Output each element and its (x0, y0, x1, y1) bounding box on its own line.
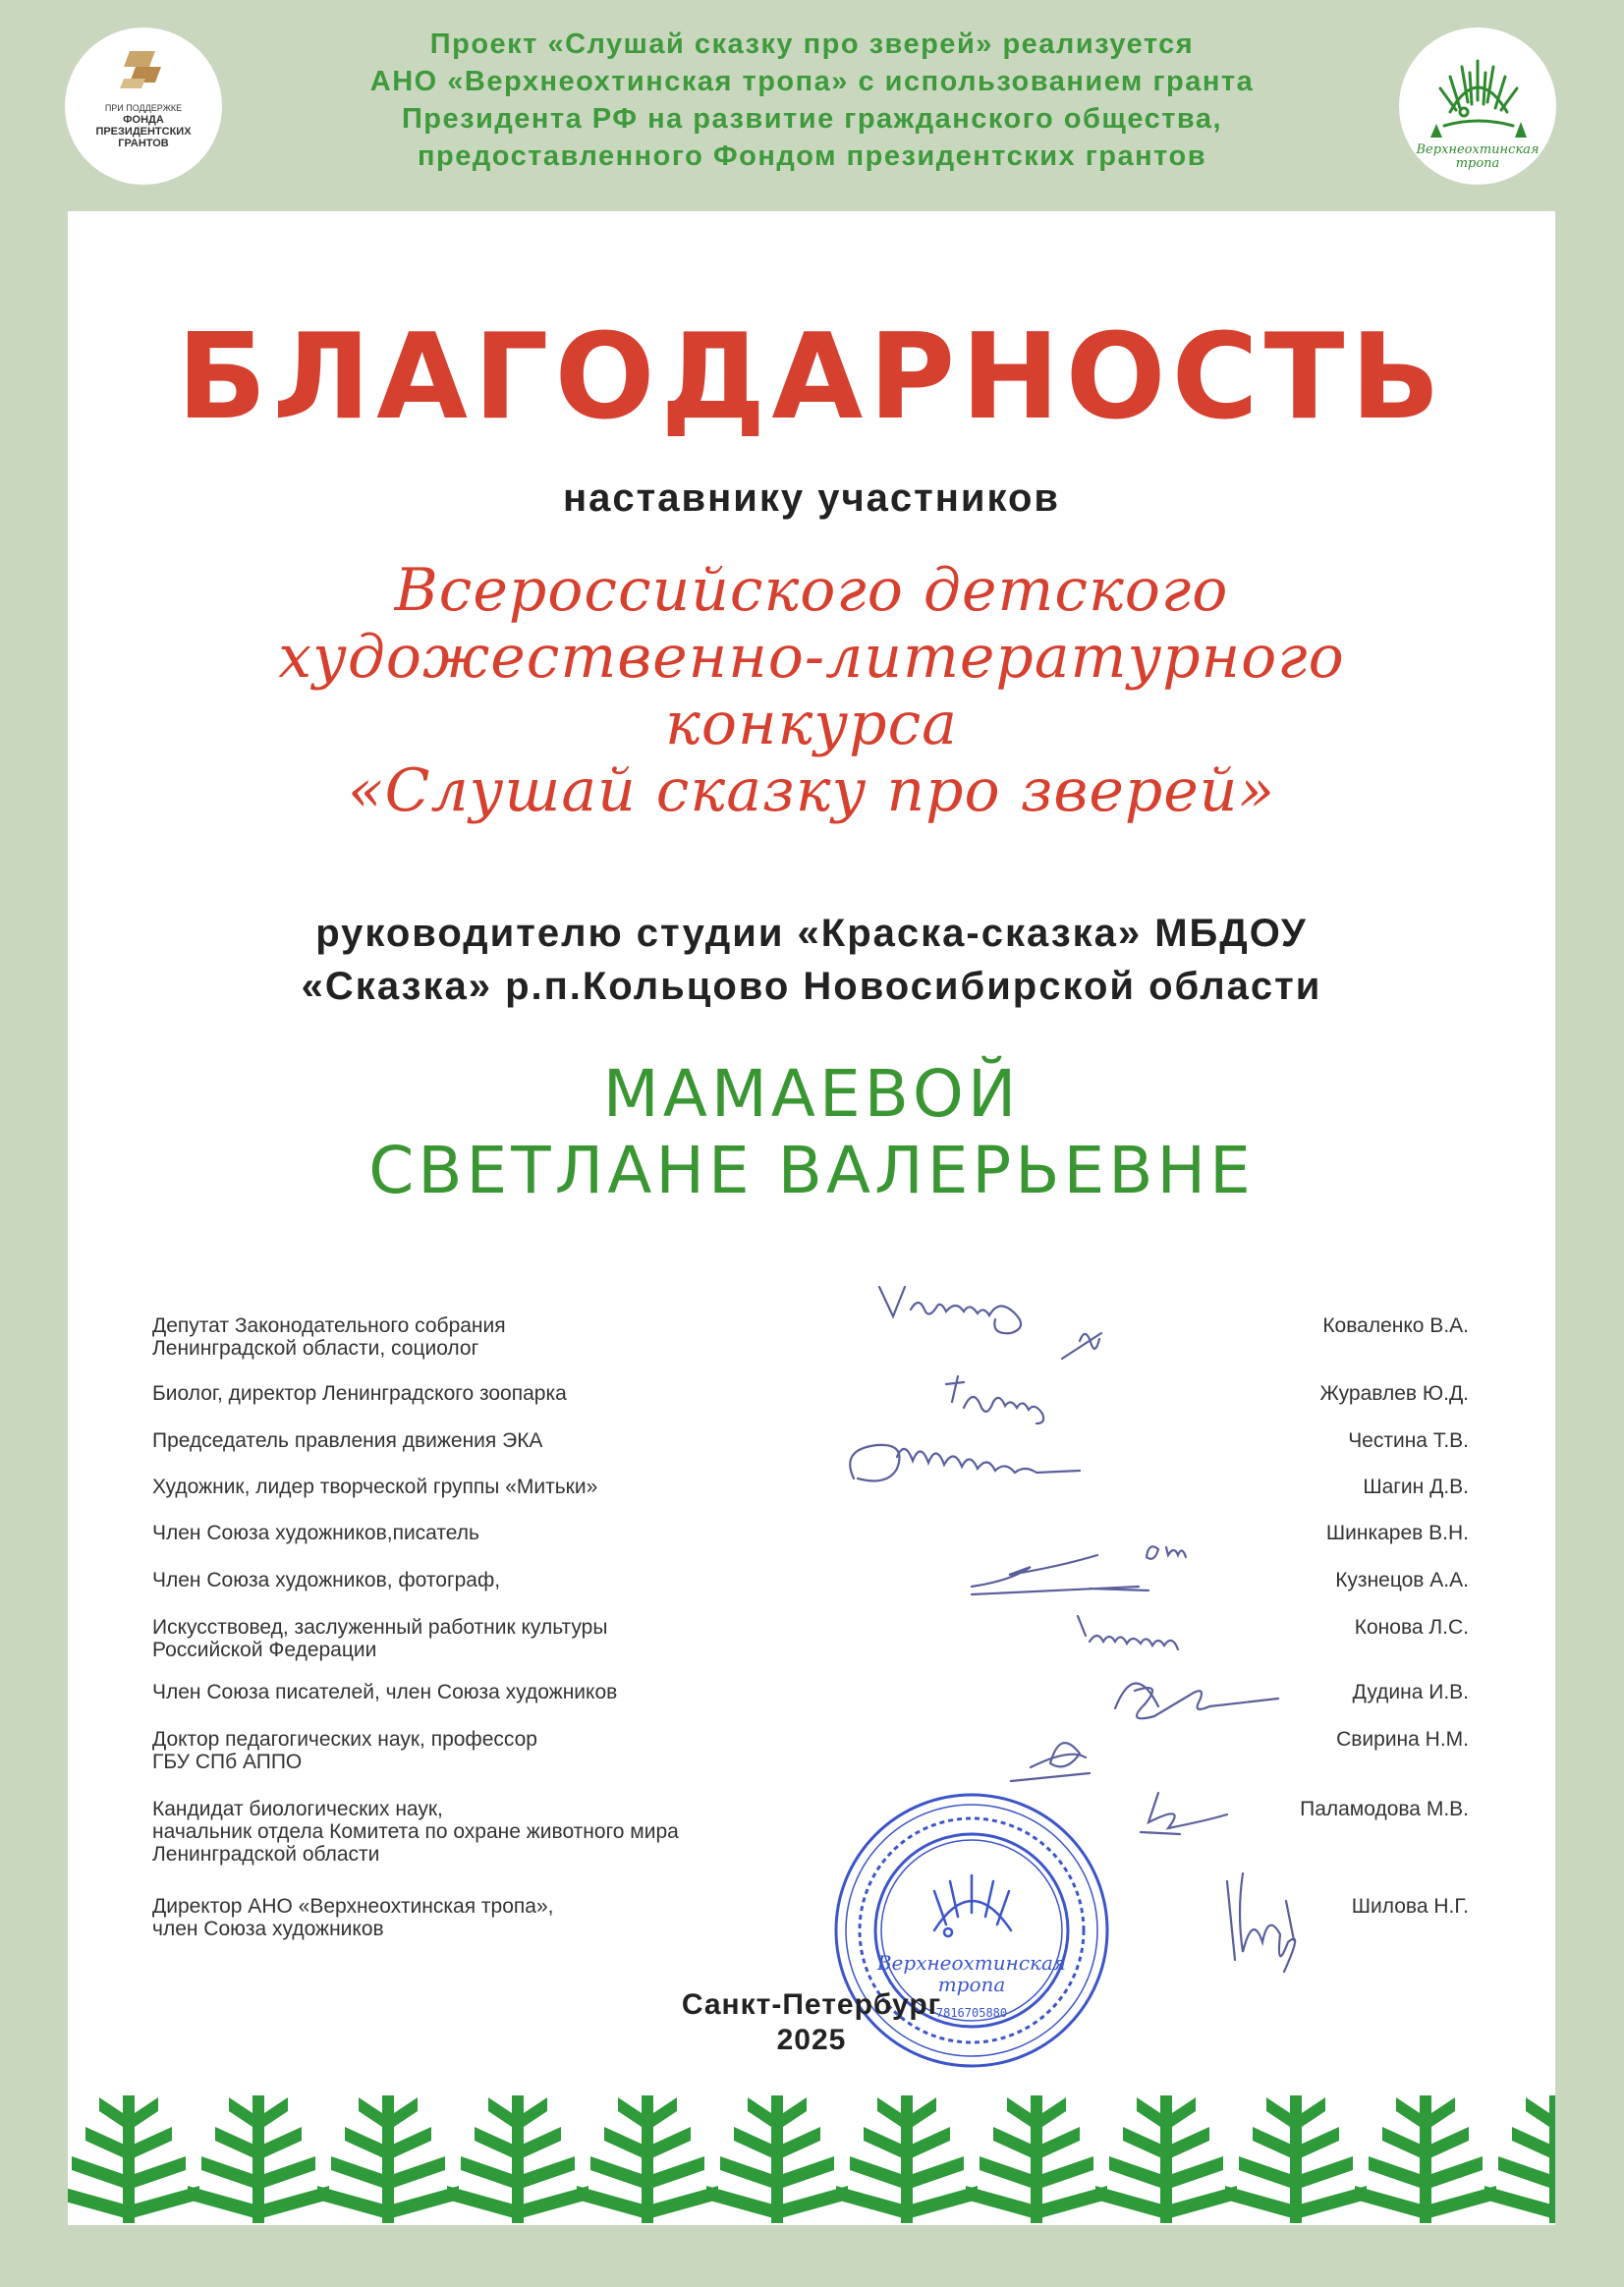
signatory-name: Свирина Н.М. (1336, 1728, 1469, 1751)
forest-border-decoration (68, 2086, 1555, 2225)
fir-tree-icon (966, 2095, 1107, 2223)
fir-tree-icon (1355, 2095, 1496, 2223)
signatory-role: Кандидат биологических наук, начальник отдела Комитета по охране животного мира Ленинградской области (152, 1798, 679, 1866)
signatory-role: Член Союза художников,писатель (152, 1522, 479, 1544)
signatory-role: Член Союза художников, фотограф, (152, 1569, 501, 1591)
fund-logo-caption: ПРИ ПОДДЕРЖКЕ ФОНДА ПРЕЗИДЕНТСКИХ ГРАНТОВ (95, 103, 192, 149)
signatory-role: Художник, лидер творческой группы «Митьки» (152, 1476, 598, 1498)
signatory-role: Член Союза писателей, член Союза художников (152, 1681, 618, 1703)
city: Санкт-Петербург (681, 1988, 942, 2021)
fir-tree-icon (317, 2095, 459, 2223)
fund-logo (65, 28, 222, 185)
signatory-name: Шинкарев В.Н. (1325, 1522, 1469, 1544)
stamp-text-2: тропа (937, 1973, 1006, 1996)
signatory-role: Председатель правления движения ЭКА (152, 1429, 543, 1452)
recipient-name: МАМАЕВОЙ СВЕТЛАНЕ ВАЛЕРЬЕВНЕ (368, 1056, 1255, 1208)
signatory-name: Честина Т.В. (1348, 1429, 1469, 1452)
signatory-name: Журавлев Ю.Д. (1319, 1382, 1469, 1405)
signatory-name: Коваленко В.А. (1322, 1314, 1469, 1337)
signatory-role: Доктор педагогических наук, профессор ГБУ СПб АППО (152, 1728, 537, 1773)
fir-tree-icon (188, 2095, 329, 2223)
signatory-name: Паламодова М.В. (1300, 1798, 1469, 1820)
fir-tree-icon (836, 2095, 978, 2223)
header-project-notice: Проект «Слушай сказку про зверей» реализуется АНО «Верхнеохтинская тропа» с использованием гранта Президента РФ на развитие гражданского общества, предоставленного Фондом президентских грантов (369, 28, 1255, 172)
issue-place-date (68, 1987, 1555, 2058)
signatory-role: Депутат Законодательного собрания Ленинградской области, социолог (152, 1314, 506, 1360)
fir-tree-icon (1484, 2095, 1555, 2223)
stamp-text-1: Верхнеохтинская (876, 1951, 1067, 1975)
fir-tree-icon (1095, 2095, 1237, 2223)
signatory-role: Искусствовед, заслуженный работник культуры Российской Федерации (152, 1616, 608, 1661)
fir-tree-icon (577, 2095, 718, 2223)
trail-logo-caption: Верхнеохтинская тропа (1416, 142, 1540, 171)
signatory-role: Биолог, директор Ленинградского зоопарка (152, 1382, 567, 1405)
year: 2025 (776, 2024, 847, 2056)
signatory-name: Шагин Д.В. (1363, 1476, 1469, 1498)
recipient-role: руководителю студии «Краска-сказка» МБДОУ «Сказка» р.п.Кольцово Новосибирской области (301, 912, 1322, 1008)
certificate-sheet (68, 211, 1555, 2225)
signatory-role: Директор АНО «Верхнеохтинская тропа», член Союза художников (152, 1895, 554, 1940)
presidential-grants-fund-icon (116, 49, 171, 98)
fir-tree-icon (706, 2095, 848, 2223)
fir-tree-icon (1225, 2095, 1367, 2223)
certificate-title: БЛАГОДАРНОСТЬ (176, 309, 1446, 446)
signatory-name: Шилова Н.Г. (1351, 1895, 1469, 1918)
certificate-subtitle: наставнику участников (562, 476, 1061, 520)
verkhneokhtinskaya-trail-logo (1399, 28, 1556, 185)
stamp-number: 7816705880 (935, 2006, 1008, 2020)
signatory-name: Кузнецов А.А. (1335, 1569, 1469, 1591)
fir-tree-icon (68, 2095, 199, 2223)
fir-tree-icon (447, 2095, 588, 2223)
signatory-name: Дудина И.В. (1352, 1681, 1469, 1703)
contest-name: Всероссийского детского художественно-литературного конкурса «Слушай сказку про зверей» (278, 556, 1345, 825)
signatory-name: Конова Л.С. (1354, 1616, 1469, 1639)
hedgehog-forest-icon (1421, 43, 1535, 139)
